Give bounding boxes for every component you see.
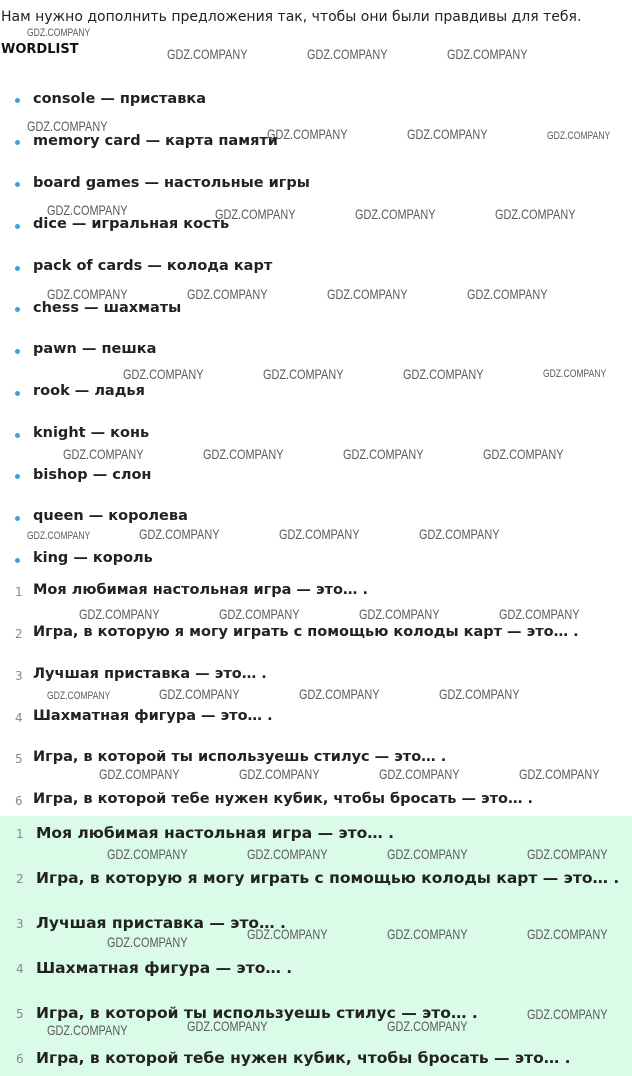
bullet-icon (15, 391, 20, 396)
wordlist-item: console — приставка (33, 91, 207, 107)
watermark: GDZ.COMPANY (403, 366, 484, 382)
watermark: GDZ.COMPANY (387, 846, 468, 862)
bullet-icon (15, 224, 20, 229)
bullet-icon (15, 474, 20, 479)
watermark: GDZ.COMPANY (355, 206, 436, 222)
watermark: GDZ.COMPANY (47, 202, 128, 218)
watermark: GDZ.COMPANY (543, 368, 607, 380)
wordlist-item: pawn — пешка (33, 341, 157, 357)
watermark: GDZ.COMPANY (187, 1018, 268, 1034)
wordlist-item: pack of cards — колода карт (33, 258, 273, 274)
wordlist-item: chess — шахматы (33, 300, 182, 316)
watermark: GDZ.COMPANY (527, 846, 608, 862)
watermark: GDZ.COMPANY (407, 126, 488, 142)
answer-text: Игра, в которой тебе нужен кубик, чтобы бросать — это… . (36, 1049, 571, 1067)
wordlist-item: queen — королева (33, 508, 188, 524)
sentence-text: Шахматная фигура — это… . (33, 708, 273, 724)
answer-number: 4 (16, 962, 24, 976)
watermark: GDZ.COMPANY (299, 686, 380, 702)
bullet-icon (15, 266, 20, 271)
watermark: GDZ.COMPANY (279, 526, 360, 542)
sentence-number: 4 (15, 711, 23, 725)
watermark: GDZ.COMPANY (107, 934, 188, 950)
watermark: GDZ.COMPANY (247, 846, 328, 862)
watermark: GDZ.COMPANY (247, 926, 328, 942)
sentence-text: Игра, в которую я могу играть с помощью колоды карт — это… . (33, 624, 579, 640)
sentence-text: Игра, в которой ты используешь стилус — это… . (33, 749, 447, 765)
watermark: GDZ.COMPANY (167, 46, 248, 62)
wordlist-item: memory card — карта памяти (33, 133, 278, 149)
watermark: GDZ.COMPANY (527, 926, 608, 942)
watermark: GDZ.COMPANY (27, 27, 91, 39)
watermark: GDZ.COMPANY (219, 606, 300, 622)
answer-text: Игра, в которой ты используешь стилус — это… . (36, 1004, 478, 1022)
wordlist-item: dice — игральная кость (33, 216, 230, 232)
answer-text: Игра, в которую я могу играть с помощью колоды карт — это… . (36, 869, 620, 887)
watermark: GDZ.COMPANY (387, 926, 468, 942)
wordlist-item: bishop — слон (33, 467, 152, 483)
answer-text: Моя любимая настольная игра — это… . (36, 824, 395, 842)
wordlist-item: knight — конь (33, 425, 150, 441)
answer-number: 5 (16, 1007, 24, 1021)
sentence-number: 1 (15, 585, 23, 599)
sentence-number: 2 (15, 627, 23, 641)
wordlist-item: king — король (33, 550, 153, 566)
watermark: GDZ.COMPANY (47, 690, 111, 702)
watermark: GDZ.COMPANY (215, 206, 296, 222)
watermark: GDZ.COMPANY (483, 446, 564, 462)
wordlist-heading: WORDLIST (1, 42, 79, 57)
watermark: GDZ.COMPANY (47, 286, 128, 302)
watermark: GDZ.COMPANY (343, 446, 424, 462)
watermark: GDZ.COMPANY (447, 46, 528, 62)
bullet-icon (15, 307, 20, 312)
watermark: GDZ.COMPANY (327, 286, 408, 302)
answer-text: Лучшая приставка — это… . (36, 914, 286, 932)
watermark: GDZ.COMPANY (419, 526, 500, 542)
watermark: GDZ.COMPANY (527, 1006, 608, 1022)
watermark: GDZ.COMPANY (123, 366, 204, 382)
bullet-icon (15, 433, 20, 438)
watermark: GDZ.COMPANY (359, 606, 440, 622)
answer-number: 3 (16, 917, 24, 931)
answer-number: 2 (16, 872, 24, 886)
watermark: GDZ.COMPANY (187, 286, 268, 302)
sentence-number: 5 (15, 752, 23, 766)
watermark: GDZ.COMPANY (27, 118, 108, 134)
watermark: GDZ.COMPANY (139, 526, 220, 542)
bullet-icon (15, 98, 20, 103)
answer-number: 1 (16, 827, 24, 841)
sentence-text: Лучшая приставка — это… . (33, 666, 267, 682)
watermark: GDZ.COMPANY (547, 130, 611, 142)
watermark: GDZ.COMPANY (159, 686, 240, 702)
sentence-number: 3 (15, 669, 23, 683)
bullet-icon (15, 140, 20, 145)
watermark: GDZ.COMPANY (467, 286, 548, 302)
watermark: GDZ.COMPANY (499, 606, 580, 622)
bullet-icon (15, 349, 20, 354)
watermark: GDZ.COMPANY (387, 1018, 468, 1034)
watermark: GDZ.COMPANY (519, 766, 600, 782)
sentence-number: 6 (15, 794, 23, 808)
answer-text: Шахматная фигура — это… . (36, 959, 293, 977)
watermark: GDZ.COMPANY (239, 766, 320, 782)
watermark: GDZ.COMPANY (203, 446, 284, 462)
watermark: GDZ.COMPANY (107, 846, 188, 862)
bullet-icon (15, 558, 20, 563)
watermark: GDZ.COMPANY (47, 1022, 128, 1038)
bullet-icon (15, 182, 20, 187)
watermark: GDZ.COMPANY (267, 126, 348, 142)
watermark: GDZ.COMPANY (79, 606, 160, 622)
watermark: GDZ.COMPANY (99, 766, 180, 782)
watermark: GDZ.COMPANY (263, 366, 344, 382)
watermark: GDZ.COMPANY (495, 206, 576, 222)
watermark: GDZ.COMPANY (379, 766, 460, 782)
wordlist-item: rook — ладья (33, 383, 145, 399)
wordlist-item: board games — настольные игры (33, 175, 310, 191)
sentence-text: Игра, в которой тебе нужен кубик, чтобы бросать — это… . (33, 791, 534, 807)
watermark: GDZ.COMPANY (439, 686, 520, 702)
watermark: GDZ.COMPANY (63, 446, 144, 462)
answer-number: 6 (16, 1052, 24, 1066)
bullet-icon (15, 516, 20, 521)
sentence-text: Моя любимая настольная игра — это… . (33, 582, 368, 598)
watermark: GDZ.COMPANY (307, 46, 388, 62)
watermark: GDZ.COMPANY (27, 530, 91, 542)
intro-text: Нам нужно дополнить предложения так, чтобы они были правдивы для тебя. (1, 9, 582, 25)
